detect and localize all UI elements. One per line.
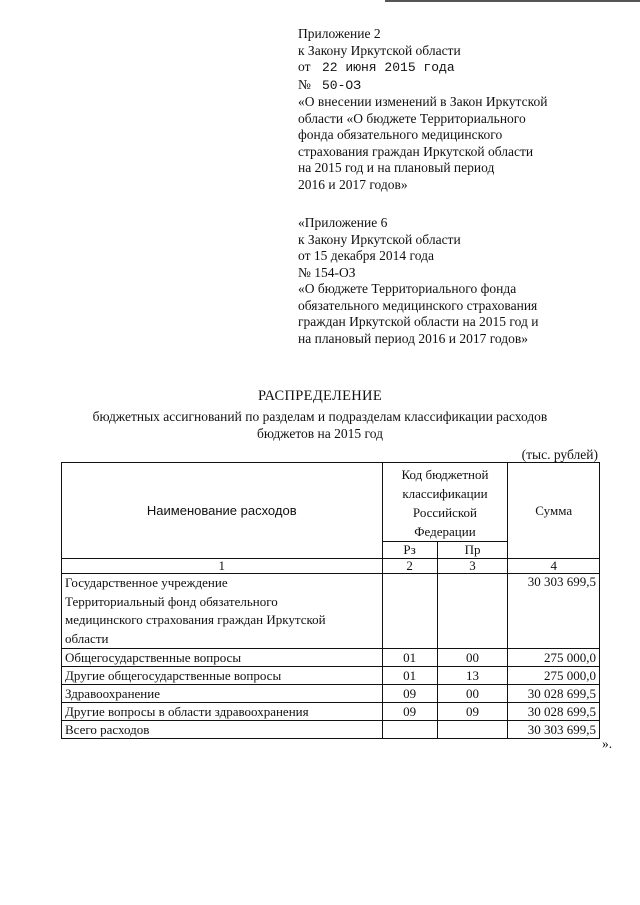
appendix6-description-line: «О бюджете Территориального фонда xyxy=(298,281,517,296)
appendix2-number-label: № xyxy=(298,76,311,92)
appendix6-law: к Закону Иркутской области xyxy=(298,231,461,247)
units-label: (тыс. рублей) xyxy=(521,447,598,462)
institution-name-line: области xyxy=(65,630,109,646)
row-name: Другие вопросы в области здравоохранения xyxy=(62,703,383,721)
budget-table xyxy=(61,462,600,739)
header-name: Наименование расходов xyxy=(62,463,383,559)
row-pr: 00 xyxy=(437,649,508,667)
appendix6-number: № 154-ОЗ xyxy=(298,264,356,280)
appendix6-description-line: на плановый период 2016 и 2017 годов» xyxy=(298,330,529,346)
institution-rz xyxy=(382,574,437,649)
institution-name-line: медицинского страхования граждан Иркутской xyxy=(65,612,326,627)
appendix2-description-line: области «О бюджете Территориального xyxy=(298,110,526,126)
header-rz: Рз xyxy=(382,542,437,559)
row-name: Здравоохранение xyxy=(62,685,383,703)
column-number: 1 xyxy=(62,559,383,574)
row-sum: 275 000,0 xyxy=(508,649,600,667)
appendix6-date: от 15 декабря 2014 года xyxy=(298,248,434,263)
row-sum: 30 028 699,5 xyxy=(508,703,600,721)
header-code xyxy=(382,463,508,542)
header-code-line: Российской xyxy=(412,505,477,520)
row-rz: 09 xyxy=(382,703,437,721)
header-pr: Пр xyxy=(437,542,508,559)
total-rz xyxy=(382,721,437,739)
appendix2-date xyxy=(298,59,618,77)
table-row xyxy=(62,685,600,703)
row-sum: 275 000,0 xyxy=(508,667,600,685)
document-subtitle xyxy=(0,408,640,442)
row-rz: 01 xyxy=(382,649,437,667)
appendix2-description-line: 2016 и 2017 годов» xyxy=(298,176,408,192)
row-pr: 13 xyxy=(437,667,508,685)
appendix2-date-label: от xyxy=(298,59,311,74)
table-row-institution xyxy=(62,574,600,649)
total-name: Всего расходов xyxy=(62,721,383,739)
closing-quote-mark: ». xyxy=(602,736,613,751)
appendix2-date-value: 22 июня 2015 года xyxy=(322,60,455,75)
appendix2-description-line: «О внесении изменений в Закон Иркутской xyxy=(298,94,548,109)
column-number: 3 xyxy=(437,559,508,574)
appendix2-law: к Закону Иркутской области xyxy=(298,42,461,58)
header-code-line: классификации xyxy=(402,486,488,501)
table-row xyxy=(62,703,600,721)
appendix2-description-line: фонда обязательного медицинского xyxy=(298,127,503,142)
institution-name-line: Территориальный фонд обязательного xyxy=(65,593,278,609)
header-sum: Сумма xyxy=(508,463,600,559)
row-sum: 30 028 699,5 xyxy=(508,685,600,703)
institution-pr xyxy=(437,574,508,649)
institution-name xyxy=(62,574,383,649)
header-code-line: Федерации xyxy=(414,524,476,539)
appendix2-number xyxy=(298,77,618,95)
appendix6-description-line: граждан Иркутской области на 2015 год и xyxy=(298,314,539,329)
total-sum: 30 303 699,5 xyxy=(508,721,600,739)
appendix-header xyxy=(298,26,618,347)
appendix2-title: Приложение 2 xyxy=(298,26,381,41)
column-number: 4 xyxy=(508,559,600,574)
appendix2-description-line: страхования граждан Иркутской области xyxy=(298,143,534,159)
institution-name-line: Государственное учреждение xyxy=(65,575,228,590)
table-row-total xyxy=(62,721,600,739)
appendix6-description-line: обязательного медицинского страхования xyxy=(298,297,538,313)
appendix2-number-value: 50-ОЗ xyxy=(322,77,362,93)
appendix6-title: «Приложение 6 xyxy=(298,215,388,230)
row-rz: 09 xyxy=(382,685,437,703)
total-pr xyxy=(437,721,508,739)
document-subtitle-line: бюджетных ассигнований по разделам и подразделам классификации расходов xyxy=(92,409,548,424)
scan-edge-line xyxy=(385,0,640,2)
row-pr: 00 xyxy=(437,685,508,703)
table-row xyxy=(62,667,600,685)
institution-sum: 30 303 699,5 xyxy=(508,574,600,649)
table-row xyxy=(62,649,600,667)
document-title: РАСПРЕДЕЛЕНИЕ xyxy=(258,388,382,404)
header-code-line: Код бюджетной xyxy=(401,467,489,482)
row-name: Общегосударственные вопросы xyxy=(62,649,383,667)
document-subtitle-line: бюджетов на 2015 год xyxy=(257,426,383,441)
row-pr: 09 xyxy=(437,703,508,721)
appendix2-description-line: на 2015 год и на плановый период xyxy=(298,160,495,175)
column-number-row xyxy=(62,559,600,574)
table-header-row xyxy=(62,463,600,542)
row-rz: 01 xyxy=(382,667,437,685)
row-name: Другие общегосударственные вопросы xyxy=(62,667,383,685)
column-number: 2 xyxy=(382,559,437,574)
